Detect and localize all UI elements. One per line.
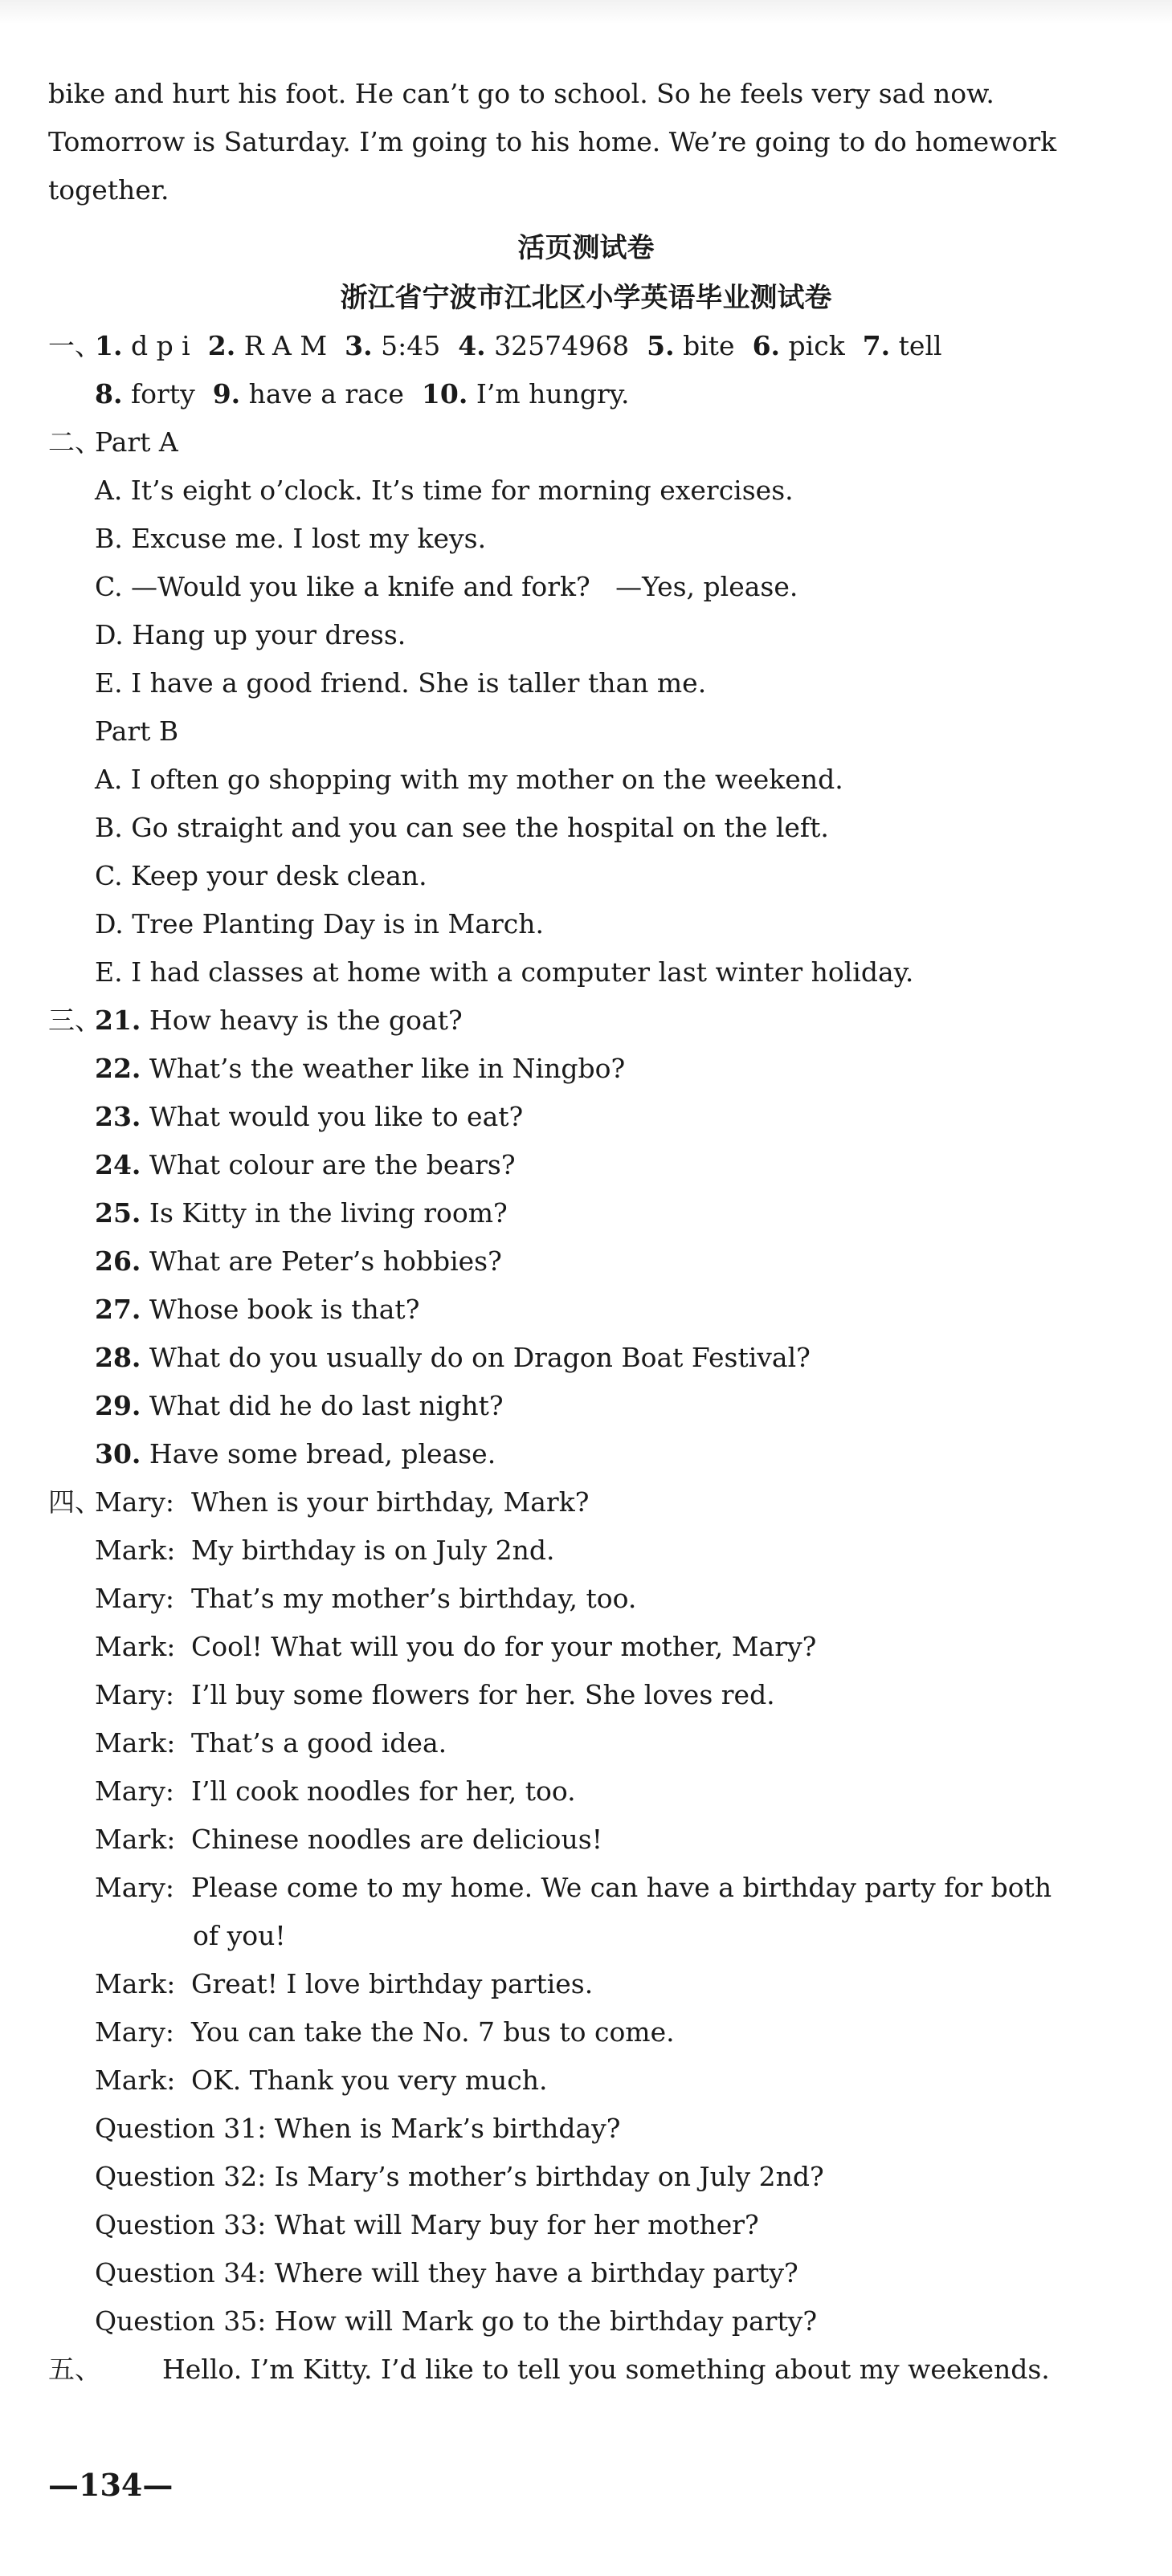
answer-text: forty [130, 378, 195, 410]
question-number: 25. [95, 1197, 141, 1229]
question-number: 29. [95, 1390, 141, 1421]
exam-title: 浙江省宁波市江北区小学英语毕业测试卷 [340, 282, 832, 314]
part-b-label: Part B [95, 715, 179, 747]
dialogue-continuation: of you! [193, 1920, 286, 1951]
question-text: How heavy is the goat? [149, 1005, 463, 1036]
part-b-item: D. Tree Planting Day is in March. [95, 908, 544, 940]
dialogue-line [95, 1582, 1140, 1616]
dialogue-line [95, 1726, 1140, 1760]
speaker: Mary: [95, 1775, 174, 1807]
section-title: 活页测试卷 [517, 232, 655, 264]
page-number: —134— [48, 2467, 174, 2503]
dialogue-line [95, 2016, 1140, 2049]
answer-text: 5:45 [381, 330, 441, 361]
speech: OK. Thank you very much. [191, 2064, 548, 2096]
s5-label: 五、 [48, 2354, 101, 2385]
speaker: Mark: [95, 1968, 176, 1999]
intro-line-2: Tomorrow is Saturday. I’m going to his home. We’re going to do homework [48, 126, 1057, 157]
question-number: 21. [95, 1005, 141, 1036]
question-number: 26. [95, 1245, 141, 1277]
speech: Great! I love birthday parties. [191, 1968, 594, 1999]
dialogue-line [95, 1823, 1140, 1857]
speech: My birthday is on July 2nd. [191, 1535, 555, 1566]
question-number: 24. [95, 1149, 141, 1180]
intro-line-1: bike and hurt his foot. He can’t go to school. So he feels very sad now. [48, 78, 994, 109]
question-number: 27. [95, 1294, 141, 1325]
question-line: Question 34: Where will they have a birthday party? [95, 2257, 798, 2289]
intro-line-3: together. [48, 174, 169, 206]
top-edge-shadow [0, 0, 1172, 24]
speaker: Mark: [95, 1631, 176, 1662]
answer-number: 1. [95, 330, 123, 361]
question-number: 28. [95, 1342, 141, 1373]
part-a-item: B. Excuse me. I lost my keys. [95, 523, 487, 554]
answer-text: tell [898, 330, 942, 361]
dialogue-line [95, 2064, 1140, 2097]
part-b-item: A. I often go shopping with my mother on the weekend. [95, 764, 843, 795]
question-text: Is Kitty in the living room? [149, 1197, 508, 1229]
answer-text: R A M [243, 330, 328, 361]
s5-text: Hello. I’m Kitty. I’d like to tell you something about my weekends. [162, 2354, 1050, 2385]
part-a-item: C. —Would you like a knife and fork? —Yes, please. [95, 571, 798, 602]
dialogue-line [95, 1678, 1140, 1712]
question-line: Question 35: How will Mark go to the birthday party? [95, 2305, 818, 2337]
question-text: What colour are the bears? [149, 1149, 516, 1180]
s3-row [95, 1196, 1140, 1230]
s3-row [95, 1245, 1140, 1278]
answer-number: 2. [207, 330, 236, 361]
speech: You can take the No. 7 bus to come. [191, 2016, 675, 2048]
question-number: 22. [95, 1053, 141, 1084]
speaker: Mark: [95, 1824, 176, 1855]
answer-number: 4. [458, 330, 486, 361]
answer-number: 3. [345, 330, 373, 361]
part-a-item: D. Hang up your dress. [95, 619, 406, 650]
speaker: Mary: [95, 2016, 174, 2048]
s3-row [95, 1052, 1140, 1086]
speech: Please come to my home. We can have a birthday party for both [191, 1872, 1052, 1903]
speaker: Mark: [95, 1535, 176, 1566]
speech: I’ll buy some flowers for her. She loves red. [191, 1679, 775, 1710]
speech: When is your birthday, Mark? [191, 1486, 590, 1518]
speaker: Mark: [95, 1727, 176, 1759]
answer-text: I’m hungry. [476, 378, 630, 410]
part-b-item: E. I had classes at home with a computer last winter holiday. [95, 956, 914, 988]
speaker: Mark: [95, 2064, 176, 2096]
answer-number: 10. [421, 378, 468, 410]
question-line: Question 32: Is Mary’s mother’s birthday on July 2nd? [95, 2161, 824, 2192]
answer-text: pick [788, 330, 845, 361]
s3-row [95, 1100, 1140, 1134]
answer-text: 32574968 [494, 330, 630, 361]
s3-row [95, 1148, 1140, 1182]
question-number: 30. [95, 1438, 141, 1469]
question-line: Question 31: When is Mark’s birthday? [95, 2113, 621, 2144]
speaker: Mary: [95, 1583, 174, 1614]
question-text: What would you like to eat? [149, 1101, 524, 1132]
question-number: 23. [95, 1101, 141, 1132]
speaker: Mary: [95, 1872, 174, 1903]
s3-row-21 [48, 1004, 1140, 1037]
speech: Chinese noodles are delicious! [191, 1824, 602, 1855]
part-a-item: A. It’s eight o’clock. It’s time for morning exercises. [95, 475, 794, 506]
s5-row [48, 2353, 1140, 2386]
dialogue-line [95, 1775, 1140, 1808]
dialogue-line [95, 1630, 1140, 1664]
part-a-item: E. I have a good friend. She is taller than me. [95, 667, 707, 699]
dialogue-line [48, 1486, 1140, 1519]
answer-text: d p i [130, 330, 190, 361]
question-text: What did he do last night? [149, 1390, 504, 1421]
s3-row [95, 1437, 1140, 1471]
question-text: Have some bread, please. [149, 1438, 496, 1469]
part-b-item: C. Keep your desk clean. [95, 860, 427, 891]
question-line: Question 33: What will Mary buy for her mother? [95, 2209, 759, 2240]
speaker: Mary: [95, 1486, 174, 1518]
answer-number: 9. [212, 378, 241, 410]
answer-number: 8. [95, 378, 123, 410]
s1-row-1 [48, 329, 1140, 363]
speech: That’s my mother’s birthday, too. [191, 1583, 637, 1614]
answer-number: 6. [752, 330, 781, 361]
speech: I’ll cook noodles for her, too. [191, 1775, 576, 1807]
answer-number: 5. [647, 330, 675, 361]
answer-text: bite [683, 330, 735, 361]
question-text: What do you usually do on Dragon Boat Festival? [149, 1342, 811, 1373]
s2-label: 二、 [48, 426, 101, 458]
question-text: What are Peter’s hobbies? [149, 1245, 502, 1277]
part-a-label: Part A [95, 426, 178, 458]
speaker: Mary: [95, 1679, 174, 1710]
s1-label: 一、 [48, 330, 101, 361]
speech: Cool! What will you do for your mother, Mary? [191, 1631, 817, 1662]
dialogue-line [95, 1967, 1140, 2001]
answer-text: have a race [248, 378, 404, 410]
s2-part-a-row [48, 426, 1140, 459]
part-b-item: B. Go straight and you can see the hospital on the left. [95, 812, 829, 843]
question-text: What’s the weather like in Ningbo? [149, 1053, 626, 1084]
s1-row-2 [95, 377, 1140, 411]
answer-number: 7. [862, 330, 891, 361]
s3-row [95, 1389, 1140, 1423]
s3-label: 三、 [48, 1005, 101, 1036]
s4-label: 四、 [48, 1486, 101, 1518]
s3-row [95, 1293, 1140, 1327]
question-text: Whose book is that? [149, 1294, 420, 1325]
speech: That’s a good idea. [191, 1727, 447, 1759]
s3-row [95, 1341, 1140, 1375]
dialogue-line [95, 1534, 1140, 1567]
dialogue-line [95, 1871, 1140, 1905]
